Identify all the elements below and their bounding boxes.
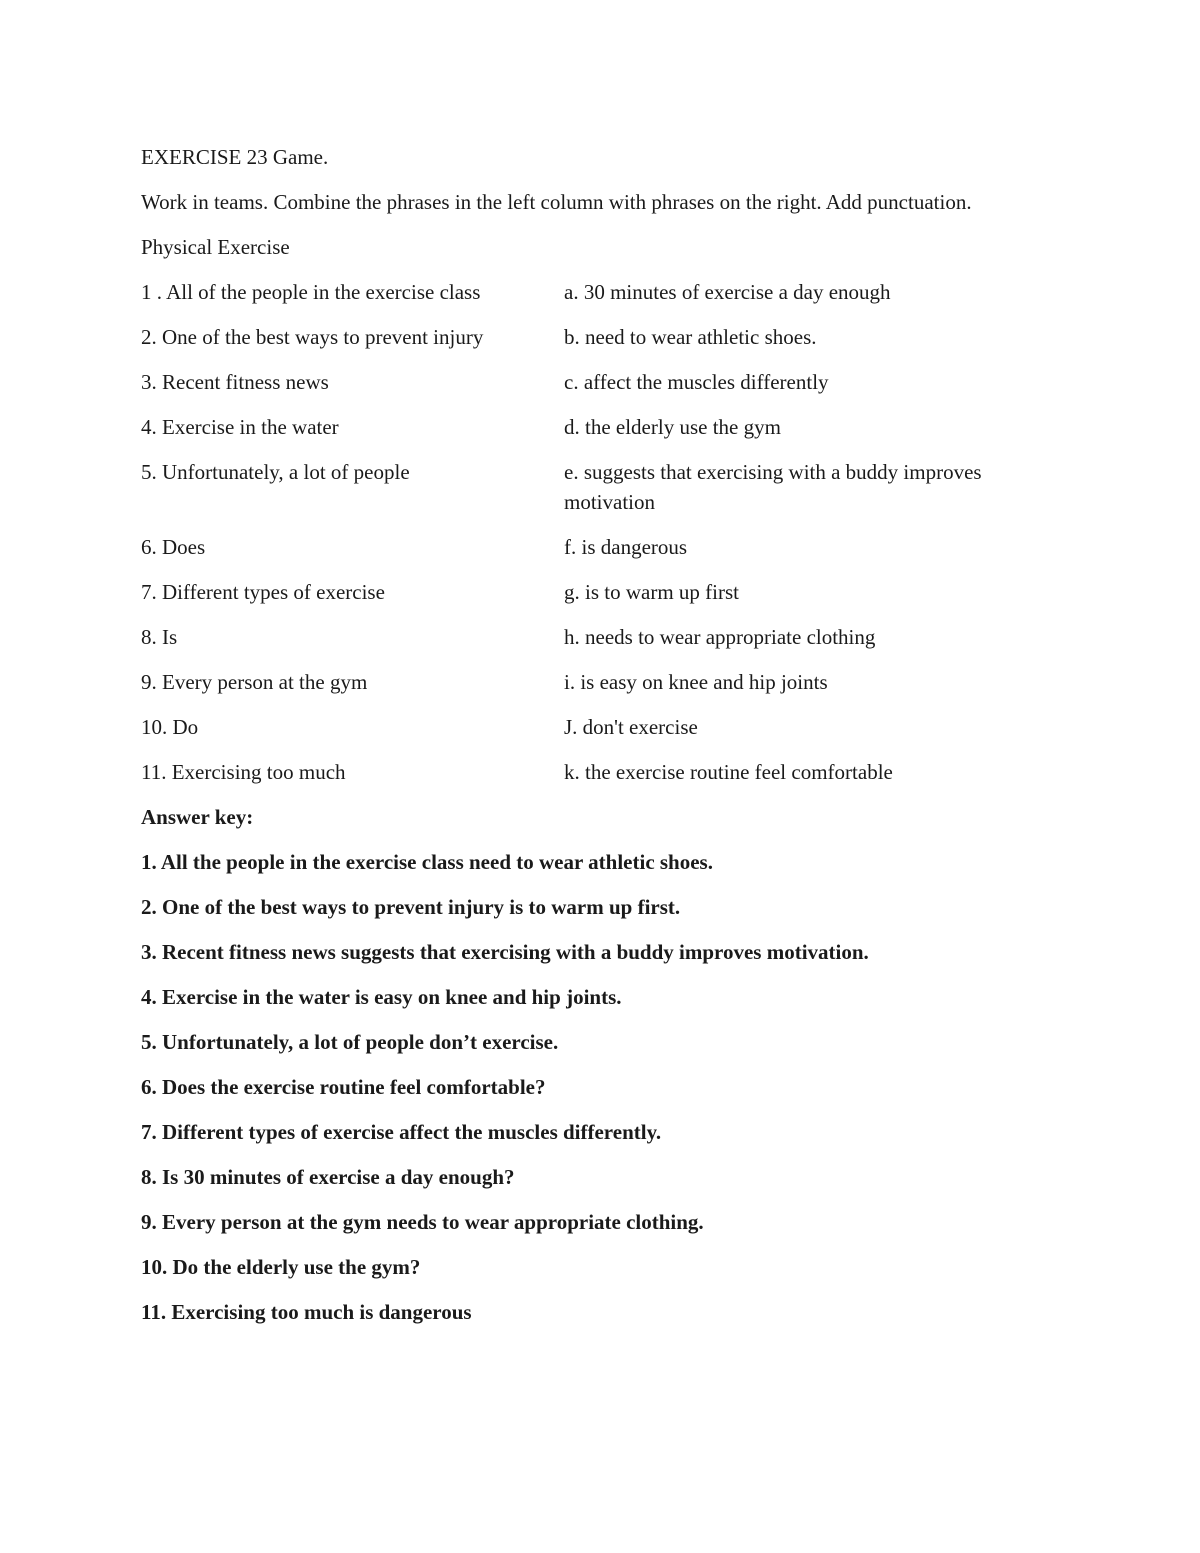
answer-item: 6. Does the exercise routine feel comfortable?	[141, 1075, 546, 1099]
left-phrase: 3. Recent fitness news	[141, 370, 329, 394]
answer-item: 11. Exercising too much is dangerous	[141, 1300, 472, 1324]
matching-row	[141, 367, 1051, 412]
answer-list	[141, 847, 1051, 1327]
left-phrase: 9. Every person at the gym	[141, 670, 368, 694]
matching-row	[141, 622, 1051, 667]
matching-row	[141, 577, 1051, 622]
left-phrase: 8. Is	[141, 625, 178, 649]
right-phrase: h. needs to wear appropriate clothing	[564, 625, 876, 649]
left-phrase: 7. Different types of exercise	[141, 580, 385, 604]
right-phrase: i. is easy on knee and hip joints	[564, 670, 828, 694]
answer-item: 5. Unfortunately, a lot of people don’t exercise.	[141, 1030, 559, 1054]
left-phrase: 10. Do	[141, 715, 199, 739]
left-phrase: 11. Exercising too much	[141, 760, 346, 784]
answer-item: 2. One of the best ways to prevent injury is to warm up first.	[141, 895, 681, 919]
document-page	[141, 142, 1051, 1342]
answer-item: 10. Do the elderly use the gym?	[141, 1255, 421, 1279]
answer-item: 7. Different types of exercise affect the muscles differently.	[141, 1120, 662, 1144]
right-phrase: f. is dangerous	[564, 535, 688, 559]
matching-row	[141, 532, 1051, 577]
left-phrase: 1 . All of the people in the exercise class	[141, 280, 481, 304]
matching-row	[141, 667, 1051, 712]
left-phrase: 2. One of the best ways to prevent injury	[141, 325, 484, 349]
matching-row	[141, 412, 1051, 457]
answer-item: 3. Recent fitness news suggests that exercising with a buddy improves motivation.	[141, 940, 869, 964]
right-phrase: e. suggests that exercising with a buddy improves motivation	[564, 460, 982, 514]
matching-row	[141, 277, 1051, 322]
right-phrase: c. affect the muscles differently	[564, 370, 829, 394]
right-phrase: d. the elderly use the gym	[564, 415, 781, 439]
matching-row	[141, 712, 1051, 757]
matching-row	[141, 457, 1051, 532]
answer-item: 1. All the people in the exercise class need to wear athletic shoes.	[141, 850, 713, 874]
exercise-title: EXERCISE 23 Game.	[141, 145, 329, 169]
left-phrase: 4. Exercise in the water	[141, 415, 339, 439]
instructions-text: Work in teams. Combine the phrases in the left column with phrases on the right. Add punctuation.	[141, 190, 972, 214]
section-title: Physical Exercise	[141, 235, 290, 259]
matching-row	[141, 757, 1051, 802]
matching-table	[141, 277, 1051, 802]
answer-key-heading: Answer key:	[141, 805, 254, 829]
answer-item: 4. Exercise in the water is easy on knee and hip joints.	[141, 985, 622, 1009]
right-phrase: J. don't exercise	[564, 715, 698, 739]
matching-row	[141, 322, 1051, 367]
right-phrase: k. the exercise routine feel comfortable	[564, 760, 893, 784]
answer-item: 9. Every person at the gym needs to wear appropriate clothing.	[141, 1210, 704, 1234]
left-phrase: 6. Does	[141, 535, 206, 559]
right-phrase: a. 30 minutes of exercise a day enough	[564, 280, 891, 304]
answer-item: 8. Is 30 minutes of exercise a day enough?	[141, 1165, 515, 1189]
left-phrase: 5. Unfortunately, a lot of people	[141, 460, 410, 484]
right-phrase: b. need to wear athletic shoes.	[564, 325, 817, 349]
right-phrase: g. is to warm up first	[564, 580, 739, 604]
